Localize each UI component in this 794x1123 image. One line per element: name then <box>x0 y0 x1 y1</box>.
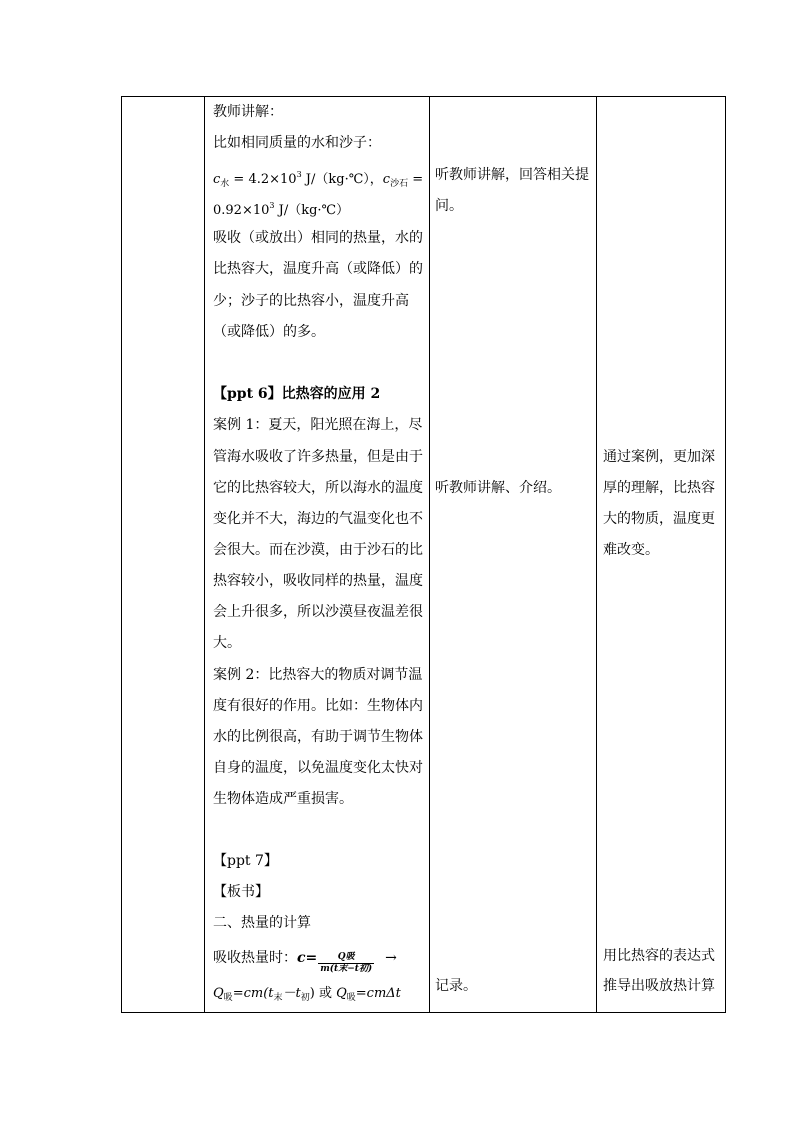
intent-line: 难改变。 <box>603 542 659 558</box>
column-divider-3 <box>596 97 597 1012</box>
case1-line: 案例 1：夏天，阳光照在海上，尽 <box>213 417 423 433</box>
case2-line: 水的比例很高，有助于调节生物体 <box>213 729 423 745</box>
water-heat-capacity: $c_水 = 4.2\times 10^3$ J/（kg·℃），$c_{沙石}$ = <box>213 170 424 189</box>
column-divider-2 <box>429 97 430 1012</box>
case2-line: 生物体造成严重损害。 <box>213 791 353 807</box>
student-line: 听教师讲解，回答相关提 <box>435 167 589 183</box>
explanation-line: 比热容大，温度升高（或降低）的 <box>213 261 423 277</box>
teacher-intro-line: 比如相同质量的水和沙子： <box>213 135 381 151</box>
column-divider-1 <box>204 97 205 1012</box>
fraction-numerator: Q吸 <box>318 952 374 964</box>
student-line: 听教师讲解、介绍。 <box>435 480 561 496</box>
ppt6-heading: 【ppt 6】比热容的应用 2 <box>213 386 381 402</box>
intent-line: 通过案例，更加深 <box>603 449 715 465</box>
student-line: 问。 <box>435 198 463 214</box>
heat-absorbed-formula: $Q_吸=cm(t_末-t_初)$ 或 $Q_吸=cm\Delta t$ <box>213 986 401 1003</box>
ppt7-label: 【ppt 7】 <box>213 853 278 869</box>
sand-heat-capacity: $0.92\times 10^3$ J/（kg·℃） <box>213 201 350 218</box>
case1-line: 热容较小，吸收同样的热量，温度 <box>213 573 423 589</box>
fraction-denominator: m(t末−t初) <box>320 964 373 974</box>
case1-line: 大。 <box>213 635 241 651</box>
intent-line: 厚的理解，比热容 <box>603 480 715 496</box>
student-line: 记录。 <box>435 978 477 994</box>
explanation-line: 少；沙子的比热容小，温度升高 <box>213 293 409 309</box>
explanation-line: 吸收（或放出）相同的热量，水的 <box>213 230 423 246</box>
case2-line: 度有很好的作用。比如：生物体内 <box>213 698 423 714</box>
board-label: 【板书】 <box>213 884 269 900</box>
intent-line: 用比热容的表达式 <box>603 948 715 964</box>
teacher-intro-line: 教师讲解： <box>213 104 283 120</box>
case1-line: 它的比热容较大，所以海水的温度 <box>213 480 423 496</box>
case2-line: 案例 2：比热容大的物质对调节温 <box>213 667 423 683</box>
intent-line: 推导出吸放热计算 <box>603 978 715 994</box>
absorb-formula-line <box>213 948 397 974</box>
case2-line: 自身的温度，以免温度变化太快对 <box>213 760 423 776</box>
case1-line: 会上升很多，所以沙漠昼夜温差很 <box>213 604 423 620</box>
case1-line: 管海水吸收了许多热量，但是由于 <box>213 449 423 465</box>
intent-line: 大的物质，温度更 <box>603 511 715 527</box>
case1-line: 变化并不大，海边的气温变化也不 <box>213 511 423 527</box>
absorb-label: 吸收热量时： <box>213 950 297 966</box>
section-heading: 二、热量的计算 <box>213 915 311 931</box>
formula-c: c= <box>297 950 318 966</box>
case1-line: 会很大。而在沙漠，由于沙石的比 <box>213 542 423 558</box>
heat-capacity-fraction <box>318 952 374 975</box>
arrow-icon: → <box>385 950 397 966</box>
explanation-line: （或降低）的多。 <box>213 324 325 340</box>
